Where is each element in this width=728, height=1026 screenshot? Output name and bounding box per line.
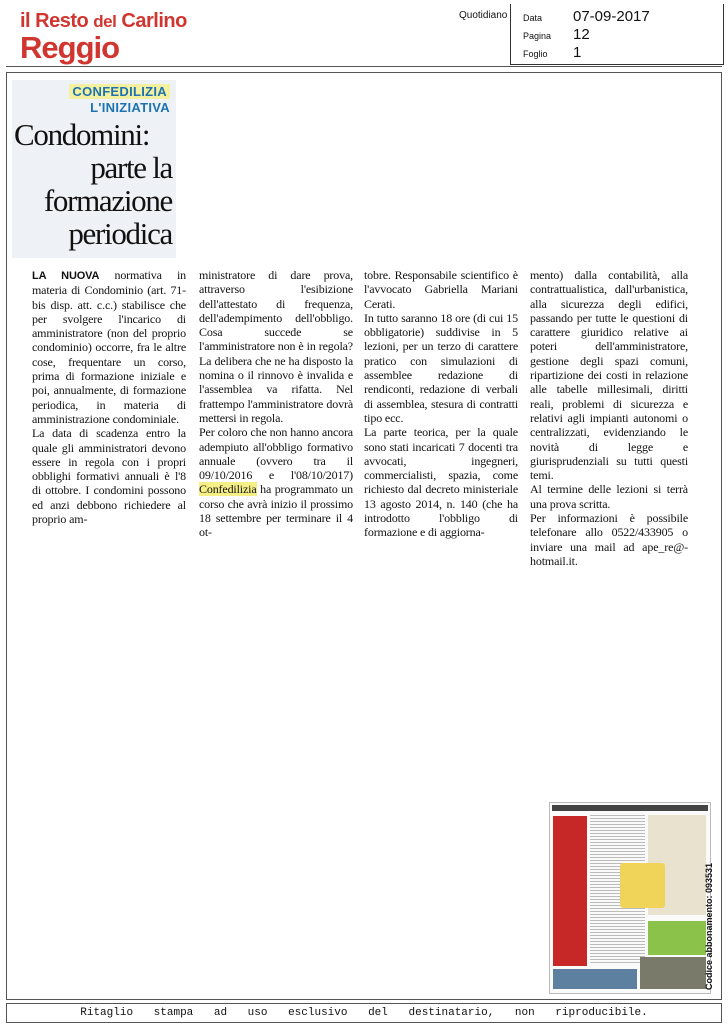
headline-line: formazione (43, 183, 172, 218)
kicker-section: CONFEDILIZIA (69, 84, 170, 99)
thumbnail-ad (620, 863, 665, 908)
thumbnail-header (552, 805, 708, 811)
clip-meta-box: Data 07-09-2017 Pagina 12 Foglio 1 (510, 4, 724, 65)
newspaper-logo (20, 10, 210, 64)
headline-line: periodica (68, 216, 172, 251)
publication-type: Quotidiano (459, 10, 508, 21)
page-thumbnail (549, 802, 711, 994)
paragraph: tobre. Responsabile scientifico è l'avvocato Gabriella Mariani Cerati. (364, 268, 518, 311)
article-column-3 (364, 268, 518, 540)
paragraph: ministratore di dare prova, attraverso l'esibizione dell'attestato di frequenza, dell'adempimento dell'obbligo. Cosa succede se l'amministratore non è in regola? La delibera che ne ha disposto la nomina o il rinnovo è invalida e l'assemblea va rifatta. Nel frattempo l'amministratore dovrà mettersi in regola. (199, 268, 353, 425)
paragraph: LA NUOVA normativa in materia di Condominio (art. 71-bis disp. att. c.c.) stabilisce che per svolgere l'incarico di amministratore (non del proprio condominio) occorre, fra le altre cose, frequentare un corso, prima di formazione iniziale e poi, annualmente, di formazione periodica, in materia di amministrazione condominiale. (32, 268, 186, 426)
paragraph: La data di scadenza entro la quale gli amministratori devono essere in regola con i propri obblighi formativi annuali è l'8 di ottobre. I condomini possono ed anzi debbono richiedere al proprio am- (32, 426, 186, 527)
thumbnail-photo (553, 969, 637, 989)
paragraph: mento) dalla contabilità, alla contrattualistica, dall'urbanistica, alla sicurezza degli edifici, passando per tutte le questioni di carattere giuridico relative ai poteri dell'amministratore, gestione degli spazi comuni, ripartizione dei costi in relazione alle tabelle millesimali, diritti reali, problemi di sicurezza e relativi agli impianti autonomi o centralizzati, evidenziando le novità di legge e giurisprudenziali su tutti questi temi. (530, 268, 688, 483)
thumbnail-box (648, 921, 706, 955)
subscription-code: Codice abbonamento: 093531 (704, 862, 714, 990)
paragraph: Per coloro che non hanno ancora adempiuto all'obbligo formativo annuale (ovvero tra il 09/10/2016 e l'08/10/2017) Confedilizia ha programmato un corso che avrà inizio il prossimo 18 settembre per terminare il 4 ot- (199, 425, 353, 540)
headline-line: parte la (90, 150, 172, 185)
footer-disclaimer: Ritaglio stampa ad uso esclusivo del destinatario, non riproducibile. (6, 1003, 722, 1023)
paragraph: Per informazioni è possibile telefonare allo 0522/433905 o inviare una mail ad ape_re@-hotmail.it. (530, 511, 688, 568)
highlighted-term: Confedilizia (199, 482, 257, 497)
logo-edition: Reggio (20, 30, 120, 65)
masthead-divider (6, 66, 722, 67)
article-headline (14, 118, 172, 250)
lead-in: LA NUOVA (32, 270, 100, 282)
paragraph: La parte teorica, per la quale sono stati incaricati 7 docenti tra avvocati, ingegneri, commercialisti, spazia, come richiesto dal decreto ministeriale 13 agosto 2014, n. 140 (che ha introdotto l'obbligo di formazione e di aggiorna- (364, 425, 518, 540)
article-column-4 (530, 268, 688, 568)
headline-block (12, 80, 176, 258)
thumbnail-headline-block (553, 816, 587, 966)
thumbnail-photo (640, 957, 706, 989)
article-column-1 (32, 268, 186, 526)
masthead (6, 4, 726, 66)
kicker-topic: L'INIZIATIVA (90, 100, 170, 115)
article-column-2 (199, 268, 353, 540)
logo-title: il Resto del Carlino (20, 10, 187, 32)
headline-line: Condomini: (14, 117, 150, 152)
paragraph: Al termine delle lezioni si terrà una prova scritta. (530, 482, 688, 511)
paragraph: In tutto saranno 18 ore (di cui 15 obbligatorie) suddivise in 5 lezioni, per un terzo di carattere pratico con simulazioni di assemblee redazione di rendiconti, redazione di verbali di assemblea, stesura di contratti tipo ecc. (364, 310, 518, 425)
